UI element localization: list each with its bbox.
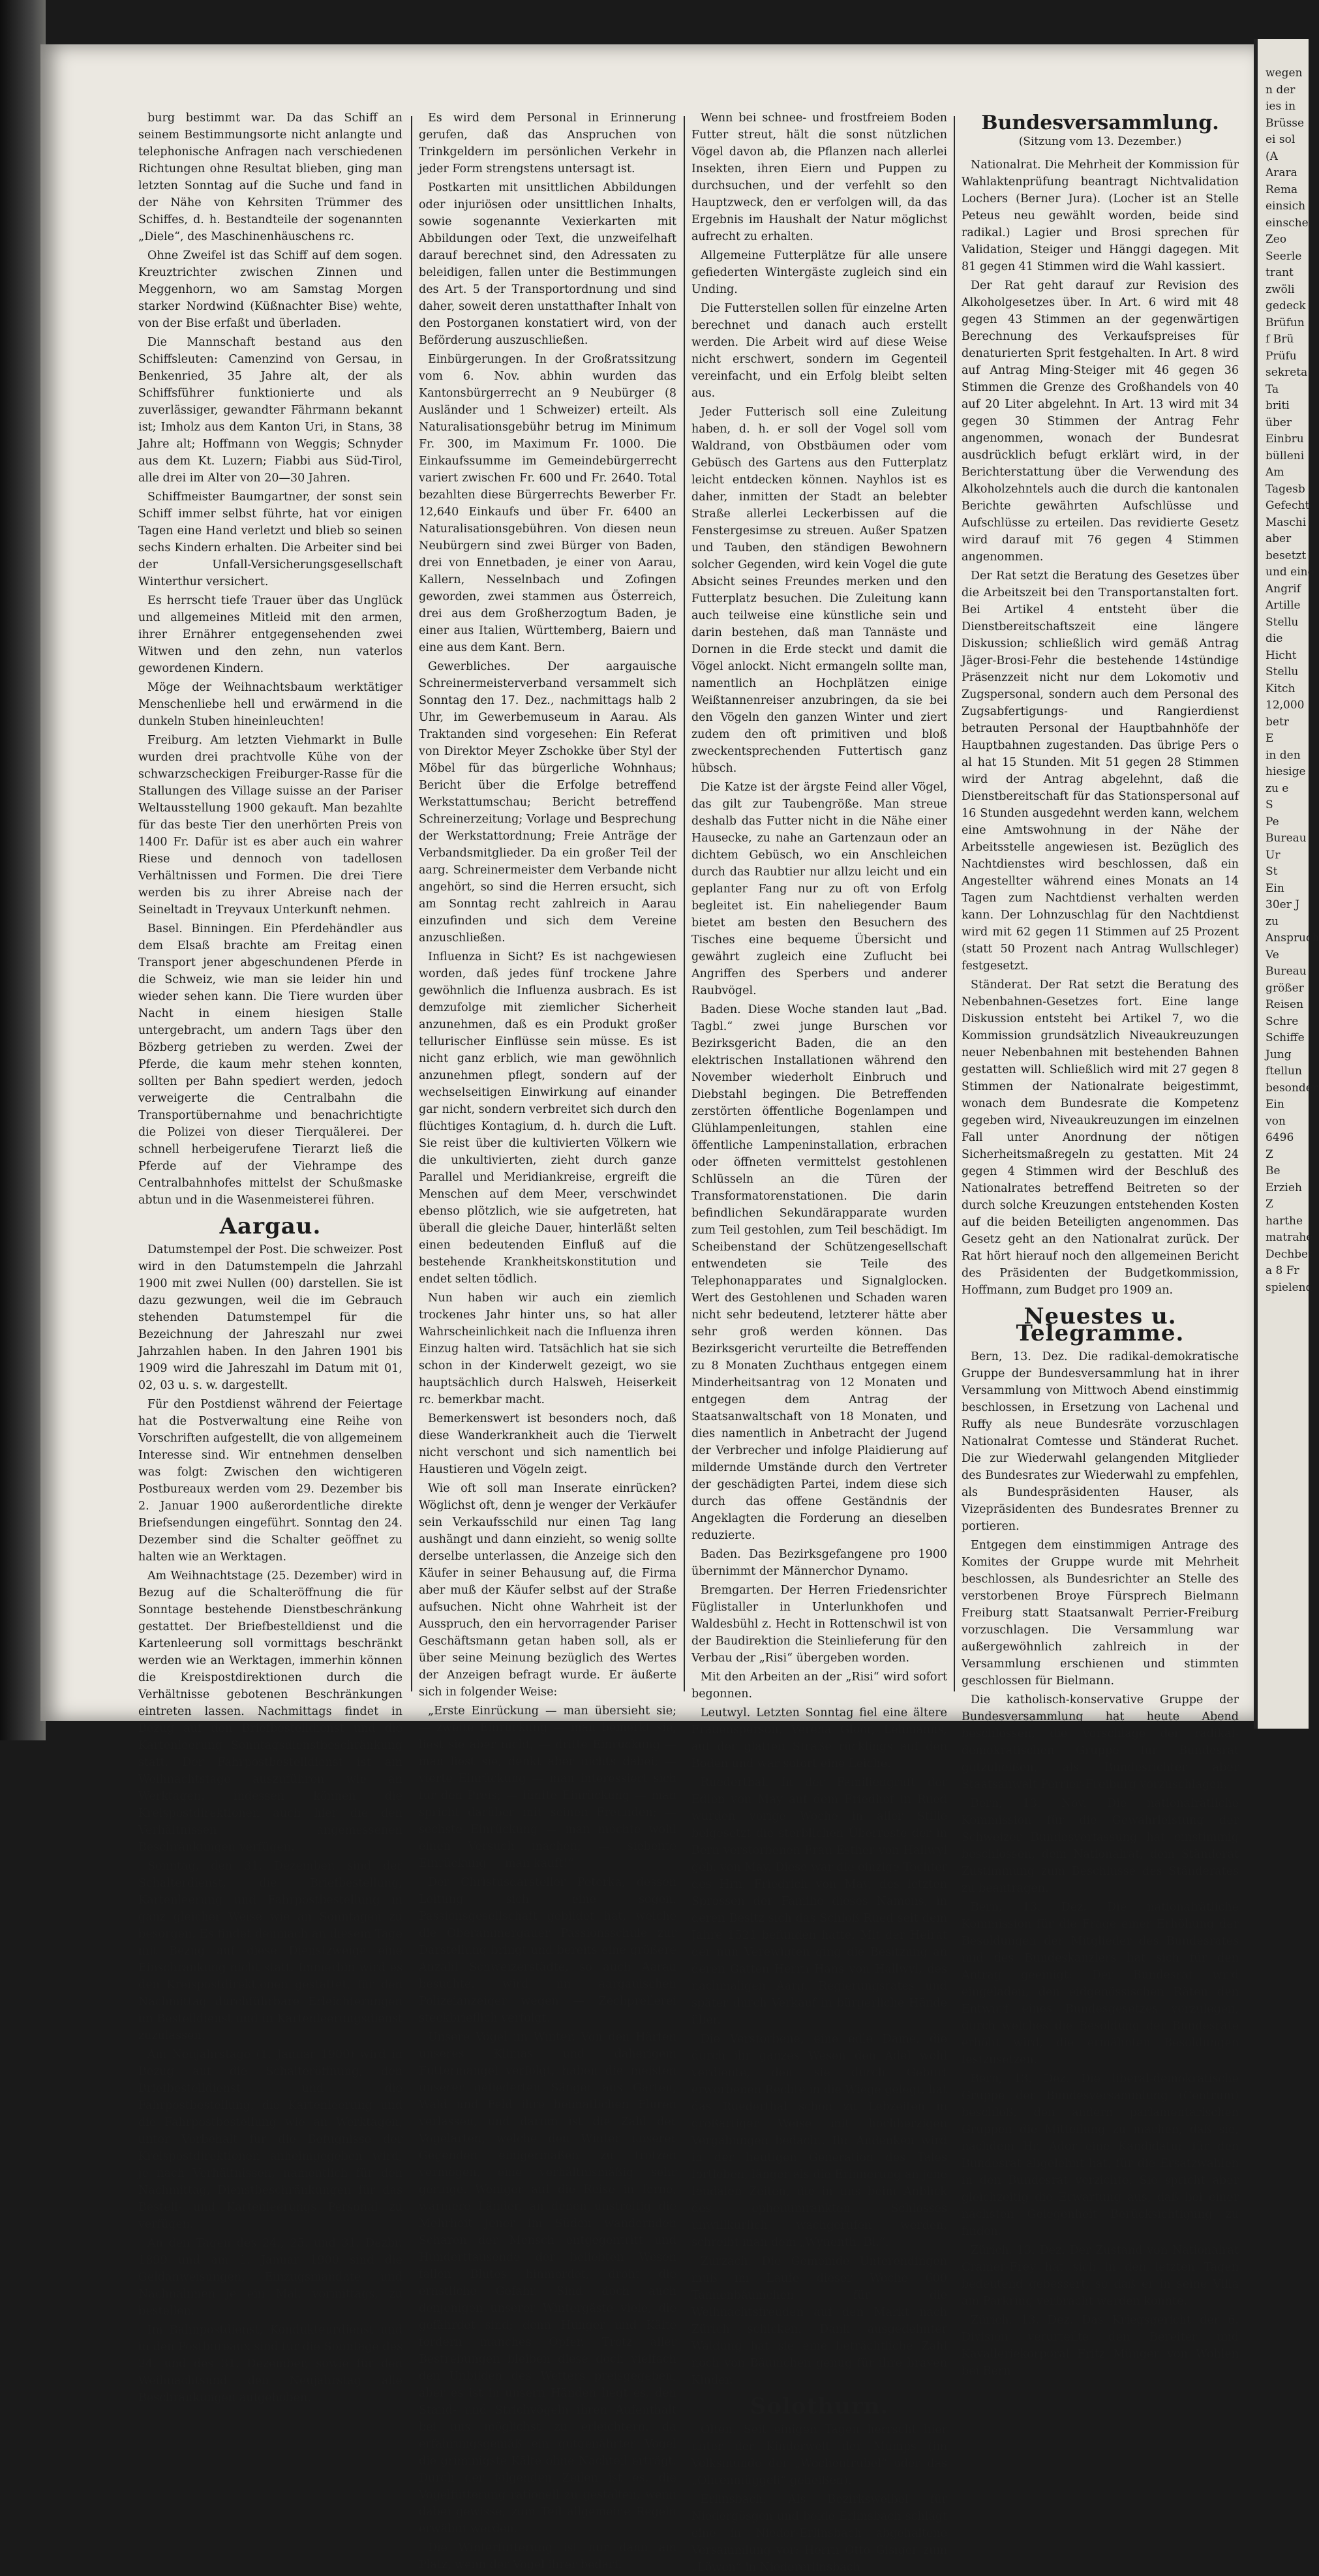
fragment-line: Stellu (1266, 665, 1299, 678)
column-1-paras-2 (138, 1241, 402, 2406)
column-2-paras (419, 110, 676, 2573)
article-paragraph: Influenza in Sicht? Es ist nachgewiesen worden, daß jedes fünf trockene Jahre gewöhnlich die Influenza ausbrach. Es ist demzufolge mit ziemlicher Sicherheit anzunehmen, daß es ein Produkt großer tellurischer Einflüsse sein müsse. Es ist nicht ganz erblich, wie man gewöhnlich anzunehmen pflegt, sondern auf der wechselseitigen Einwirkung auf einander gar nicht, sondern verbreitet sich durch den flüchtiges Kontagium, d. h. durch die Luft. Sie reist über die kultivierten Völkern wie die unkultivierten, zieht durch ganze Parallel und Meridiankreise, ergreift die Menschen auf dem Meer, verschwindet ebenso plötzlich, wie sie aufgetreten, hat überall die gleiche Dauer, hinterläßt selten einen bedeutenden Einfluß auf die bestehende Krankheitskonstitution und endet selten tödlich. (419, 950, 676, 1286)
fragment-line: S (1266, 798, 1273, 811)
next-page-text-fragments (1266, 65, 1319, 1296)
next-page-edge (1254, 39, 1319, 1729)
article-paragraph: Der Rat setzt die Beratung des Gesetzes über die Arbeitszeit bei den Transportanstalten fort. Bei Artikel 4 entsteht über die Dienstbereitschaftszeit eine längere Diskussion; schließlich wird gemäß Antrag Jäger-Brosi-Fehr die bestehende 14stündige Präsenzzeit nicht nur dem Lokomotiv und Zugspersonal, sondern auch dem Personal des Zugsabfertigungs- und Rangierdienst betrauten Personal der Hauptbahnhöfe der Hauptbahnen zugestanden. Das übrige Pers o al hat 15 Stunden. Mit 51 gegen 28 Stimmen wird der Antrag abgelehnt, daß die Dienstbereitschaft für das Stationspersonal auf 16 Stunden ausgedehnt werden kann, welchem eine Amtswohnung in der Nähe der Arbeitsstelle angewiesen ist. Bezüglich des Nachtdienstes wird beschlossen, daß ein Angestellter während eines Monats an 14 Tagen zum Nachtdienst verhalten werden kann. Der Lohnzuschlag für den Nachtdienst wird mit 62 gegen 11 Stimmen auf 25 Prozent (statt 50 Prozent nach Antrag Wullschleger) festgesetzt. (962, 569, 1239, 973)
fragment-line: Brüsse (1266, 116, 1305, 130)
article-paragraph: Möge der Weihnachtsbaum werktätiger Menschenliebe hell und erwärmend in die dunkeln Stuben hineinleuchten! (138, 681, 402, 728)
fragment-line: Ve (1266, 948, 1279, 962)
fragment-line: Kitch (1266, 682, 1296, 695)
section-heading-aargau: Aargau. (219, 1213, 322, 1239)
fragment-line: Z (1266, 1147, 1273, 1161)
article-paragraph: Bern, 13. Dez. Die radikal-demokratische Gruppe der Bundesversammlung hat in ihrer Versammlung von Mittwoch Abend einstimmig beschlossen, in Ersetzung von Lachenal und Ruffy als neue Bundesräte vorzuschlagen Nationalrat Comtesse und Ständerat Ruchet. Die zur Wiederwahl gelangenden Mitglieder des Bundesrates zur Wiederwahl zu empfehlen, als Bundespräsidenten Hauser, als Vizepräsidenten des Bundesrates Brenner zu portieren. (962, 1350, 1239, 1533)
fragment-line: a 8 Fr (1266, 1264, 1299, 1277)
article-paragraph: Am Neujahrstage (1. Januar 1900) wird in Bezug auf die Schalteröffnung, den Briefbestelldienst und die Fahrpostbestellung, die Kartenleerung und die Fahrpostbestellung wie an Werktagen, unter Vorbehalt für die Befugnisse der Kreispostdirektionen anheimgegeben wird, je nach Verhältnissen, namentlich für den Nachmittag, Dienstbeschränkungen für das Bestell- und Kartenleerungs Personal zu verfügen. (138, 2048, 402, 2231)
fragment-line: Be (1266, 1164, 1281, 1177)
article-paragraph: Olten. Seit einigen Tagen herrscht hier unter der Kinderwelt der Mumps (im Volksmunde der „Wochentrubel“ oder das „Öhrenmüggeli“ geheißen). (691, 2423, 947, 2487)
article-paragraph: Bern, 13. Nov. Die nationalrätliche Kommission für die Gewährleistung der Schweizer Bundesverfassung hat einstimmig beschlossen, dem Nationalrat, dem Ständerat Zustimmung zum Beschlusse des Ständerates zu beantragen. (962, 1797, 1239, 1895)
fragment-line: sekreta (1266, 366, 1308, 379)
article-paragraph: „Erste Einrückung — man übersieht sie; — zweite Einrückung — man bemerkt sie, liest sie aber nicht; — dritte Einrückung — man liest sie, denkt aber nichts dabei; — vierte Einrückung — man interessiert sich für den Preis; — fünfte Einrückung — man spricht darüber mit seinen Freunden; — sechste Einrückung — man möchte wohl einen Versuch machen; — siebente Einrückung — man kauft!“ (419, 1705, 676, 1870)
fragment-line: die (1266, 632, 1283, 645)
fragment-line: Dechbet (1266, 1247, 1312, 1261)
fragment-line: Z (1266, 1198, 1273, 1211)
article-paragraph: Es herrscht tiefe Trauer über das Unglück und allgemeines Mitleid mit den armen, ihrer Ernährer entgegensehenden zwei Witwen und den zehn, nun vaterlos gewordenen Kindern. (138, 594, 402, 675)
fragment-line: Schiffe (1266, 1031, 1305, 1044)
article-paragraph: Nun haben wir auch ein ziemlich trockenes Jahr hinter uns, so hat aller Wahrscheinlichkeit nach die Influenza ihren Einzug halten wird. Tatsächlich hat sie sich schon in der Kinderwelt gezeigt, wo sie hauptsächlich durch Halsweh, Heiserkeit rc. bemerkbar macht. (419, 1292, 676, 1406)
article-paragraph: Für den Postdienst während der Feiertage hat die Postverwaltung eine Reihe von Vorschriften aufgestellt, die von allgemeinem Interesse sind. Wir entnehmen denselben was folgt: Zwischen den wichtigeren Postbureaux werden vom 29. Dezember bis 2. Januar 1900 außerordentliche direkte Briefsendungen eingeführt. Sonntag den 24. Dezember sind die Schalter geöffnet zu halten wie an Werktagen. (138, 1398, 402, 1564)
fragment-line: ftellun (1266, 1065, 1302, 1078)
article-paragraph: Schiffmeister Baumgartner, der sonst sein Schiff immer selbst führte, hat vor einigen Tagen eine Hand verletzt und blieb so seinen sechs Kindern erhalten. Die Arbeiter sind bei der Unfall-Versicherungsgesellschaft Winterthur versichert. (138, 491, 402, 588)
fragment-line: Schre (1266, 1014, 1299, 1028)
fragment-line: 30er J (1266, 898, 1300, 911)
article-paragraph: Basel. Binningen. Ein Pferdehändler aus dem Elsaß brachte am Freitag einen Transport jener abgeschundenen Pferde in die Schweiz, wie man sie leider hin und wieder sehen kann. Die Tiere wurden über Nacht in einem hiesigen Stalle untergebracht, um andern Tags über den Bözberg getrieben zu werden. Zwei der Pferde, die kaum mehr stehen konnten, sollten per Bahn spediert werden, jedoch verweigerte die Centralbahn die Transportübernahme und benachrichtigte die Polizei von dieser Tierquälerei. Der schnell herbeigerufene Tierarzt ließ die Pferde auf der Viehrampe des Centralbahnhofes mittelst der Schußmaske abtun und in die Wasenmeisterei führen. (138, 922, 402, 1207)
fragment-line: 6496 (1266, 1131, 1294, 1144)
fragment-line: aber (1266, 532, 1292, 545)
article-paragraph: Bern, 13. Dez. Die liberal-demokratische Gruppe der Bundesversammlung (Centrum) beschloß, den andern parlamentarischen Gruppen die Mitteilung zu machen, daß sie, nachdem Hr. Ador eine Kandidatur für den Bundesrat abgelehnt hat, für die Ersatzwahlen in den Bundesrat verzichte. Sie spricht aber gleichzeitig die Erwartung aus, daß bei einer nächsten Gelegenheit Berücksichtigung zu finden. (962, 2072, 1239, 2238)
fragment-line: Pe (1266, 815, 1279, 828)
article-paragraph: Baden. Diese Woche standen laut „Bad. Tagbl.“ zwei junge Burschen vor Bezirksgericht Baden, die an den elektrischen Installationen während den November wiederholt Einbruch und Diebstahl begingen. Die Betreffenden zerstörten öffentliche Bogenlampen und Glühlampenleitungen, stahlen eine öffentliche Lampeninstallation, erbrachen oder öffneten vermittelst gestohlenen Schlüsseln an die Türen der Transformatorenstationen. Die darin befindlichen Sekundärapparate wurden zum Teil gestohlen, zum Teil beschädigt. Im Scheibenstand der Schützengesellschaft entwendeten sie Teile des Telephonapparates und Signalglocken. Wert des Gestohlenen und Schaden waren nicht sehr bedeutend, letzterer hätte aber sehr groß werden können. Das Bezirksgericht verurteilte die Betreffenden zu 8 Monaten Zuchthaus entgegen einem Minderheitsantrag von 12 Monaten und entgegen dem Antrag der Staatsanwaltschaft von 18 Monaten, und dies namentlich in Anbetracht der Jugend der Verbrecher und infolge Plaidierung auf mildernde Umstände durch den Vertreter der geschädigten Partei, indem diese sich durch das offene Geständnis der Angeklagten die Forderung an dieselben reduzierte. (691, 1003, 947, 1542)
fragment-line: und eine (1266, 566, 1314, 579)
fragment-line: zu (1266, 915, 1279, 928)
fragment-line: St (1266, 865, 1278, 878)
fragment-line: Einbru (1266, 432, 1304, 446)
fragment-line: f Brü (1266, 333, 1294, 346)
fragment-line: Ein (1266, 881, 1284, 895)
fragment-line: Ur (1266, 848, 1281, 862)
article-paragraph: Gewerbliches. Der aargauische Schreinermeisterverband versammelt sich Sonntag den 17. Dez., nachmittags halb 2 Uhr, im Gewerbemuseum in Aarau. Als Traktanden sind vorgesehen: Ein Referat von Direktor Meyer Zschokke über Styl der Möbel für das bürgerliche Wohnhaus; Bericht über die Erfolge betreffend Werkstattumschau; Bericht betreffend Schreinerzeitung; Vorlage und Besprechung der Werkstattordnung; Freie Anträge der Verbandsmitglieder. Da ein großer Teil der aarg. Schreinermeister dem Verbande nicht angehört, so sind die Herren ersucht, sich am Sonntag recht zahlreich in Aarau einzufinden und sich dem Vereine anzuschließen. (419, 660, 676, 945)
fragment-line: briti (1266, 399, 1290, 412)
section-heading-bundesversammlung: Bundesversammlung. (981, 112, 1219, 134)
fragment-line: über (1266, 416, 1292, 429)
column-1-paras (138, 110, 402, 1209)
article-paragraph: Entgegen dem einstimmigen Antrage des Komites der Gruppe wurde mit Mehrheit beschlossen, als Bundesrichter an Stelle des verstorbenen Broye Fürsprech Bielmann Freiburg statt Staatsanwalt Perrier-Freiburg vorzuschlagen. Die Versammlung war außergewöhnlich zahlreich in der Versammlung erschienen und stimmten geschlossen für Bielmann. (962, 1539, 1239, 1688)
fragment-line: Arara (1266, 166, 1297, 179)
article-paragraph: Ruederthal. In der Familiengruft der Edlen von May auf dem Friedhof in Rued wurden vorige Woche in aller Stille beigesetzt die sterblichen Überreste der in Bern verstorbenen Frau Esther von Hallwyl geb. von May. Diese war die einzige Tochter des Hrn. Friedrich von May, des letzten Sprossen der Familie dieses Namens, in deren Besitz sich das Schloß Rued seit dem Jahre 1521 befunden hatte. Mit der Heirat der nun Verewigten ging die Besitzung an deren Gatten Herrn Hans von Hallwyl, des nachmaligen Aarg. Regierungsrates und später durch Verkauf in bürgerliche Hände über. (691, 1776, 947, 2027)
fragment-line: Jung (1266, 1048, 1292, 1061)
column-4-paras (962, 157, 1239, 1299)
article-paragraph: Leutwyl. Letzten Sonntag fiel eine ältere Frauensperson, Verena Gloor, Lehmanns, auf der glatten Straße rücklings auf den Boden und war sofort eine Leiche. (691, 1706, 947, 1770)
fragment-line: Zeo (1266, 233, 1287, 246)
fragment-line: n der (1266, 83, 1296, 97)
article-paragraph: Ständerat. Der Rat setzt die Beratung des Nebenbahnen-Gesetzes fort. Eine lange Diskussion entsteht bei Artikel 7, wo die Kommission grundsätzlich Niveaukreuzungen neuer Nebenbahnen mit bestehenden Bahnen gestatten will. Schließlich wird mit 27 gegen 8 Stimmen der Nationalrate beigestimmt, wonach dem Bundesrate die Kompetenz gegeben wird, Niveaukreuzungen im einzelnen Fall unter Anordnung der nötigen Sicherheitsmaßregeln zu gestatten. Mit 24 gegen 4 Stimmen wird der Beschluß des Nationalrates betreffend Beitreten so der durch solche Kreuzungen entstehenden Kosten auf die beiden Beteiligten angenommen. Das Gesetz geht an den Nationalrat zurück. Der Rat hört hierauf noch den allgemeinen Bericht des Präsidenten der Budgetkommission, Hoffmann, zum Budget pro 1909 an. (962, 978, 1239, 1297)
article-paragraph: burg bestimmt war. Da das Schiff an seinem Bestimmungsorte nicht anlangte und telephonische Anfragen nach verschiedenen Richtungen ohne Resultat blieben, ging man letzten Sonntag auf die Suche und fand in der Nähe von Kehrsiten Trümmer des Schiffes, d. h. Bestandteile der sogenannten „Diele“, des Maschinenhäuschens rc. (138, 112, 402, 243)
article-paragraph: Postkarten mit unsittlichen Abbildungen oder injuriösen oder unsittlichen Inhalts, sowie sogenannte Vexierkarten mit Abbildungen oder Text, die unzweifelhaft darauf berechnet sind, den Adressaten zu beleidigen, fallen unter die Bestimmungen des Art. 5 der Transportordnung und sind daher, soweit deren unstatthafter Inhalt von den Postorganen konstatiert wird, von der Beförderung auszuschließen. (419, 181, 676, 347)
column-3-paras (691, 110, 947, 2389)
fragment-line: Bureau (1266, 965, 1307, 978)
article-paragraph: Wie oft soll man Inserate einrücken? Wöglichst oft, denn je wenger der Verkäufer sein Verkaufsschild nur einen Tag lang aushängt und dann einzieht, so wenig sollte derselbe unterlassen, die Anzeige sich den Käufer in seiner Behausung auf, die Firma aber muß der Käufer selbst auf der Straße aufsuchen. Nicht ohne Wahrheit ist der Ausspruch, den ein hervorragender Pariser Geschäftsmann getan haben soll, als er über seine Meinung bezüglich des Wertes der Anzeigen befragt wurde. Er äußerte sich in folgender Weise: (419, 1482, 676, 1699)
fragment-line: Anspruch (1266, 932, 1319, 945)
article-paragraph: Der Rat geht darauf zur Revision des Alkoholgesetzes über. In Art. 6 wird mit 48 gegen 43 Stimmen an der gegenwärtigen Berechnung des Verkaufspreises für denaturierten Sprit festgehalten. In Art. 8 wird auf Antrag Ming-Steiger mit 46 gegen 36 Stimmen die Grenze des Großhandels von 40 auf 20 Liter abgelehnt. In Art. 13 wird mit 34 gegen 30 Stimmen der Antrag Fehr angenommen, wonach der Bundesrat ausdrücklich befugt erklärt wird, in der Berichterstattung über die Verwendung des Alkoholzehntels auch die durch die kantonalen Berichte gewährten Aufschlüsse und Aufschlüsse zu erteilen. Das revidierte Gesetz wird darauf mit 76 gegen 4 Stimmen angenommen. (962, 279, 1239, 564)
article-paragraph: Allgemeine Futterplätze für alle unsere gefiederten Wintergäste zugleich sind ein Unding. (691, 249, 947, 296)
fragment-line: matrahe (1266, 1231, 1313, 1244)
column-2 (419, 110, 676, 2571)
section-heading-solothurn: Solothurn. (750, 2393, 889, 2419)
fragment-line: einsich (1266, 200, 1306, 213)
fragment-line: (A (1266, 149, 1278, 163)
article-paragraph: Die Verstorbene, eine edle Dame, die durch ihr ganzes Wesen den Adel wohl verdiente, den sie durch Geburt erworbenen Rechte in die Wiege gelegt, hat das Ruederthal schon zu Lebzeiten in großartiger Weise mit hochherzigen Vergabungen bedacht. Ihr Andenken wird in der heutigen Generation des Tales fortleben, länger als die Erinnerung an jene feudalen Zeiten, die in uns beim Anblick des epheuumrankten Schlosses unwillkürlich wachgerufen werden, schreibt man dem „Wynenth. Bl.“. (691, 2033, 947, 2249)
fragment-line: zwöli (1266, 282, 1295, 296)
fragment-line: bülleni (1266, 449, 1305, 462)
article-paragraph: Die katholisch-konservative Gruppe der Bundesversammlung hat heute Abend beschlossen, die Vorschläge der radikal-demokratischen Gruppe für Bundesrat gutzuheißen, als Bundesrichter aber Staatsanwalt Perrier-Freiburg vorzuschlagen. (962, 1693, 1239, 1791)
article-paragraph: Am Weihnachtstage (25. Dezember) wird in Bezug auf die Schalteröffnung die für Sonntage bestehende Dienstbeschränkung gestattet. Der Briefbestelldienst und die Kartenleerung soll vormittags beschränkt werden wie an Werktagen, immerhin können die Kreispostdirektionen durch die Verhältnisse gebotenen Beschränkungen eintreten lassen. Nachmittags findet in Bezug auf den Briefbestelldienst und die Kartenleerung Sonntagsdienstbeschränkung statt. Der Fahrpostbestelldienst ist am Weihnachtstage auszuführen wie an Werktagen, indessen können die Kreispostdirektionen auch hier die den Verhältnissen angemessenen Beschränkungen verfügen. (138, 1569, 402, 1854)
section-heading-telegramme: Neuestes u. Telegramme. (1016, 1303, 1185, 1346)
newspaper-page (40, 44, 1254, 2574)
article-paragraph: Mit den Arbeiten an der „Risi“ wird sofort begonnen. (691, 1671, 947, 1701)
article-paragraph: Zurzach. Die Gemeinde Unterendingen muß im Laufe dieser Woche 600 Tannenbäumchen für die Weihnachtsfreuden auf den Markt nach Zürich schicken. Dank ausgedehnter Waldung hat sie eine beträchtliche Zahl noch von Bäumchen genug für ihre braven Kinder. (691, 2255, 947, 2387)
column-rule (411, 116, 412, 1691)
fragment-line: Angrif (1266, 582, 1301, 596)
article-paragraph: Bremgarten. Der Herren Friedensrichter Füglistaller in Unterlunkhofen und Waldesbühl z. Hecht in Rottenschwil ist von der Baudirektion die Steinlieferung für den Verbau der „Risi“ übergeben worden. (691, 1584, 947, 1665)
fragment-line: zu e (1266, 781, 1289, 795)
fragment-line: Seerle (1266, 249, 1302, 263)
fragment-line: harthe (1266, 1214, 1303, 1228)
fragment-line: Maschi (1266, 515, 1307, 529)
article-paragraph: Der Christusdarsteller Peterka, dessen Leitung sich eine sogen. Passionsgesellschaft gebildet hat, welche die Oberammergauer Passionsschule zur Darstellung bringt und bereits eine größere Anzahl Schweizerstädte, so auch Aarau besuchte, wird im aargauischen Polizeianzeiger wegen — Zechprellerei steckbrieflich verfolgt. (419, 1876, 676, 2025)
article-paragraph: Sonntag, den 31. Dezember, sind der Schalterdienst, die Briefbestellung, Kartenleerung und Fahrpostbestellung in ganz gleicher Weise wie an Sonntagen zu besorgen. Es findet demnach an diesem Tage mit Bezug auf diese Dienstzweige eine Einschränkung nicht statt. Immerhin wird es den Kreispostdirektionen gestattet, für den Nachmittag durchführbare Erleichterungen im Bestelldienst und in Kartenleerungsdienst zuzulassen. (138, 1860, 402, 2042)
fragment-line: Ein (1266, 1098, 1284, 1111)
fragment-line: hiesige (1266, 765, 1306, 778)
article-paragraph: Freiburg. Am letzten Viehmarkt in Bulle wurden drei prachtvolle Kühe von der schwarzscheckigen Freiburger-Rasse für die Stallungen des Village suisse an der Pariser Weltausstellung 1900 gekauft. Man bezahlte für das beste Tier den unerhörten Preis von 1400 Fr. Dafür ist es aber auch ein wahrer Riese und dennoch von tadellosen Verhältnissen und Formen. Die drei Tiere werden bis zu ihrer Abreise nach der Seineltadt in Treyvaux Unterkunft nehmen. (138, 734, 402, 917)
fragment-line: Hicht (1266, 648, 1297, 662)
fragment-line: Tagesb (1266, 482, 1305, 496)
article-paragraph: Zürich, 13. Dez. Der Zustand von Nationalrat Cramer-Frey hat sich in den letzten Tagen bedeutend gebessert, so daß er in seine Villa am Parkring verbracht werden konnte. (962, 2244, 1239, 2308)
fragment-line: wegen (1266, 67, 1303, 80)
article-paragraph: Ohne Zweifel ist das Schiff auf dem sogen. Kreuztrichter zwischen Zinnen und Meggenhorn, wo am Samstag Morgen starker Nordwind (Küßnachter Bise) wehte, von der Bise erfaßt und überladen. (138, 249, 402, 330)
article-paragraph: Die Mannschaft bestand aus den Schiffsleuten: Camenzind von Gersau, in Benkenried, 35 Jahre alt, der als Schiffsführer funktionierte und als zuverlässiger, gewandter Fährmann bekannt ist; Imholz aus dem Kanton Uri, in Stans, 38 Jahre alt; Hoffmann von Weggis; Schnyder aus dem Kt. Luzern; Fiabbi aus Süd-Tirol, alle drei im Alter von 20—30 Jahren. (138, 336, 402, 485)
article-paragraph: Nationalrat. Die Mehrheit der Kommission für Wahlaktenprüfung beantragt Nichtvalidation Lochers (Berner Jura). (Locher ist an Stelle Peteus neu gewählt worden, beide sind radikal.) Lagier und Brosi sprechen für Validation, Steiger und Hänggi dagegen. Mit 81 gegen 41 Stimmen wird die Wahl kassiert. (962, 159, 1239, 273)
fragment-line: in den (1266, 748, 1301, 762)
fragment-line: ies in (1266, 100, 1296, 113)
article-paragraph: Wenn bei schnee- und frostfreiem Boden Futter streut, hält die sonst nützlichen Vögel davon ab, die Pflanzen nach allerlei Insekten, ihren Eiern und Puppen zu durchsuchen, und der verfehlt so den Hauptzweck, den er verfolgen will, da das Ergebnis im Haushalt der Natur möglichst aufrecht zu erhalten. (691, 112, 947, 243)
article-paragraph: Bern, 13. Dez. Die nationalrätliche Kommission für die Frage einer Erhöhung der Besoldungen der Mitglieder des Bundesrates und des Bundeskanzlers hat sich für den Antrag geeinigt: Der Bundesrat wird eingeladen, den eidgenössischen Räten den Entwurf eines Bundesgesetzes vorzulegen, durch welches die Besoldung der Bundesräte erhöht wird, die ermähnten Besoldungen festzusetzen. (962, 1901, 1239, 2067)
fragment-line: ei sol (1266, 133, 1296, 146)
article-paragraph: Die Katze ist der ärgste Feind aller Vögel, das gilt zur Taubengröße. Man streue deshalb das Futter nicht in die Nähe einer Hausecke, zu nahe an Gartenzaun oder an dichtem Gebüsch, wo ein Anschleichen durch das Raubtier nur allzu leicht und ein geplanter Fang nur zu oft von Erfolg begleitet ist. Ein naheliegender Baum bietet am besten den Besuchern des Tisches eine bequeme Übersicht und gewährt zugleich eine Zuflucht bei Angriffen des Sperbers und anderer Raubvögel. (691, 781, 947, 997)
fragment-line: Am (1266, 466, 1284, 479)
fragment-line: einsche (1266, 216, 1309, 230)
column-4 (962, 110, 1239, 2378)
fragment-line: Rema (1266, 183, 1298, 196)
article-paragraph: An den Tagen des 24., 25. und 31. Dezbr. 1899 und am 1. Januar 1900 sind die Geldanweisungen, Einzugsmandate und Nachnahmen je ein Mal, vormittags, zu bestellen. (138, 2237, 402, 2318)
fragment-line: Ta (1266, 382, 1279, 396)
column-1 (138, 110, 402, 2404)
article-paragraph: Einbürgerungen. In der Großratssitzung vom 6. Nov. abhin wurden das Kantonsbürgerrecht an 9 Neubürger (8 Ausländer und 1 Schweizer) erteilt. Als Naturalisationsgebühr betrug im Minimum Fr. 300, im Maximum Fr. 1000. Die Einkaufssumme im Gemeindebürgerrecht variert zwischen Fr. 600 und Fr. 2640. Total bezahlten diese Bürgerrechts Bewerber Fr. 12,640 Einkaufs und über Fr. 6400 an Naturalisationsgebühren. Von diesen neun Neubürgern sind zwei Bürger von Baden, drei von Ennetbaden, je einer von Aarau, Kallern, Nesselnbach und Zofingen geworden, zwei stammen aus Österreich, drei aus dem Großherzogtum Baden, je einer aus Italien, Württemberg, Baiern und eine aus dem Kant. Bern. (419, 353, 676, 654)
fragment-line: Erzieh (1266, 1181, 1302, 1194)
fragment-line: spielend (1266, 1280, 1313, 1294)
article-paragraph: Im Bahnpostdienst, Kondukteurdienst und in den Postbureaux sind für die Sonntage des 24. und des 31. Dezember, sowie für den Weihnachtsund den Neujahrstag alle Beschränkungen aufgehoben. (138, 2324, 402, 2404)
fragment-line: Bureau (1266, 832, 1307, 845)
column-rule (954, 116, 955, 1691)
fragment-line: besetzt (1266, 549, 1307, 562)
fragment-line: trant (1266, 266, 1294, 279)
article-paragraph: Datumstempel der Post. Die schweizer. Post wird in den Datumstempeln die Jahrzahl 1900 mit zwei Nullen (00) darstellen. Sie ist dazu gezwungen, weil die im Gebrauch stehenden Datumstempel für die Bezeichnung der Jahreszahl nur zwei Jahrzahlen haben. In den Jahren 1901 bis 1909 wird die Jahreszahl im Datum mit 01, 02, 03 u. s. w. dargestellt. (138, 1243, 402, 1392)
column-3-paras-2 (691, 2421, 947, 2576)
article-paragraph: Unsere Vögel im Winter. Von den Härten unseres Klimas und daherigem Futtermangel verfolgt, haben die meisten unserer gefiederten Sänger aus Garten, Wald und Feld ihre heimatlichen Fluren verlassen, und darum ist die Zahl der Vogelarten, welche den Winter unserer Gegenden einigermaßen zu trotzen vermögen, eine verhältnismäßig sehr geringe. Weniger auf die Reise in ferne, wärmere Länder, an denen unstreitig die Mehrheit jener im Süden wandernden Scharen der Mensch entgegentritt und Hunderttausende der beliebten Wesen fallen Blutes hinmordet, droht die ernstliche Gefahr. Sind doch auch denjenigen unserer Wintergäste viele, die gefährdet sind; denn Hunger und Kälte fordern manches Opfer. Trotz aller Bestrebungen bleiben diese doch vielfach den Unbilden des Wetters preisgegeben, aber es ist in unsern Händen liegt es, den Stand- und Strichvögeln ihren Aufenthalt bei uns möglichst zu erleichtern, da erfahrungsgemäß ein gutgenährter Vogel die grimmigste Kälte ohne Nachteil erträgt. Durch der folgenden Zeilen ist es, die Vogelfütterung rationell zu gestalten, wenn dabei gewisse, zum Teil allgemeine Regeln erwähnt werden. (419, 2031, 676, 2536)
article-paragraph: Jeder Futterisch soll eine Zuleitung haben, d. h. er soll der Vogel soll vom Waldrand, von Obstbäumen oder vom Gebüsch des Gartens aus den Futterplatz leicht entdecken können. Nayhlos ist es daher, inmitten der Stadt an belebter Straße allerlei Leckerbissen auf die Fenstergesimse zu streuen. Außer Spatzen und Tauben, den ständigen Bewohnern solcher Gegenden, wird kein Vogel die gute Absicht seines Freundes merken und den Futterplatz besuchen. Die Zuleitung kann auch teilweise eine künstliche sein und darin bestehen, daß man Tannäste und Dornen in die Erde steckt und damit die Vögel anlockt. Nicht ermangeln sollte man, namentlich an Hochplätzen einige Weißtannenreiser anzubringen, da sie bei den Vögeln den ganzen Winter und ziert zudem den oft primitiven und bloß zweckentsprechenden Futtertisch ganz hübsch. (691, 406, 947, 775)
fragment-line: betr (1266, 715, 1289, 729)
fragment-line: Prüfu (1266, 349, 1297, 363)
fragment-line: Brüfun (1266, 316, 1305, 329)
fragment-line: größer (1266, 981, 1304, 995)
fragment-line: Stellu (1266, 615, 1299, 629)
column-3 (691, 110, 947, 2574)
article-paragraph: Es wird dem Personal in Erinnerung gerufen, daß das Anspruchen von Trinkgeldern im persönlichen Verkehr in jeder Form strengstens untersagt ist. (419, 112, 676, 175)
fragment-line: Reisen (1266, 998, 1304, 1011)
fragment-line: von (1266, 1114, 1286, 1128)
fragment-line: Gefecht (1266, 499, 1310, 512)
article-paragraph: Zürich, 13. Dez. Das Kriegsgericht der 6. Division verurteilte den Bereiter und Kavalleriekorporal Fritz Münger von Wohlen bei Bern (962, 2314, 1239, 2378)
column-4-paras-2 (962, 1348, 1239, 2380)
fragment-line: Artille (1266, 599, 1301, 612)
article-paragraph: Erlinsbach. Als Bezirksweibel für Niedergösgen und beide Erlinsbach schlägt eine in Nieder-Erlinsbach abgehaltene Versammlung vor: Herrn Otto Gisiger zum „Löwen“ in Niedererlinsbach. (691, 2493, 947, 2574)
session-date: (Sitzung vom 13. Dezember.) (1018, 135, 1182, 148)
fragment-line: gedeck (1266, 299, 1306, 312)
fragment-line: besonder (1266, 1081, 1318, 1095)
column-rule (684, 116, 685, 1691)
article-paragraph: Die Futterstellen sollen für einzelne Arten berechnet und danach auch erstellt werden. Die Arbeit wird auf diese Weise nicht erschwert, sondern im Gegenteil vereinfacht, und ein Erfolg bleibt selten aus. (691, 302, 947, 400)
article-paragraph: Bemerkenswert ist besonders noch, daß diese Wanderkrankheit auch die Tierwelt nicht verschont und sich namentlich bei Haustieren und Vögeln zeigt. (419, 1412, 676, 1476)
fragment-line: E (1266, 732, 1274, 745)
fragment-line: 12,000 (1266, 699, 1305, 712)
book-binding (0, 0, 46, 1740)
article-paragraph: Baden. Das Bezirksgefangene pro 1900 übernimmt der Männerchor Dynamo. (691, 1548, 947, 1578)
article-paragraph: Die Winterfütterung ist nur dann am Platz, wenn der Vogel ihrer bedarf. (419, 2541, 676, 2571)
